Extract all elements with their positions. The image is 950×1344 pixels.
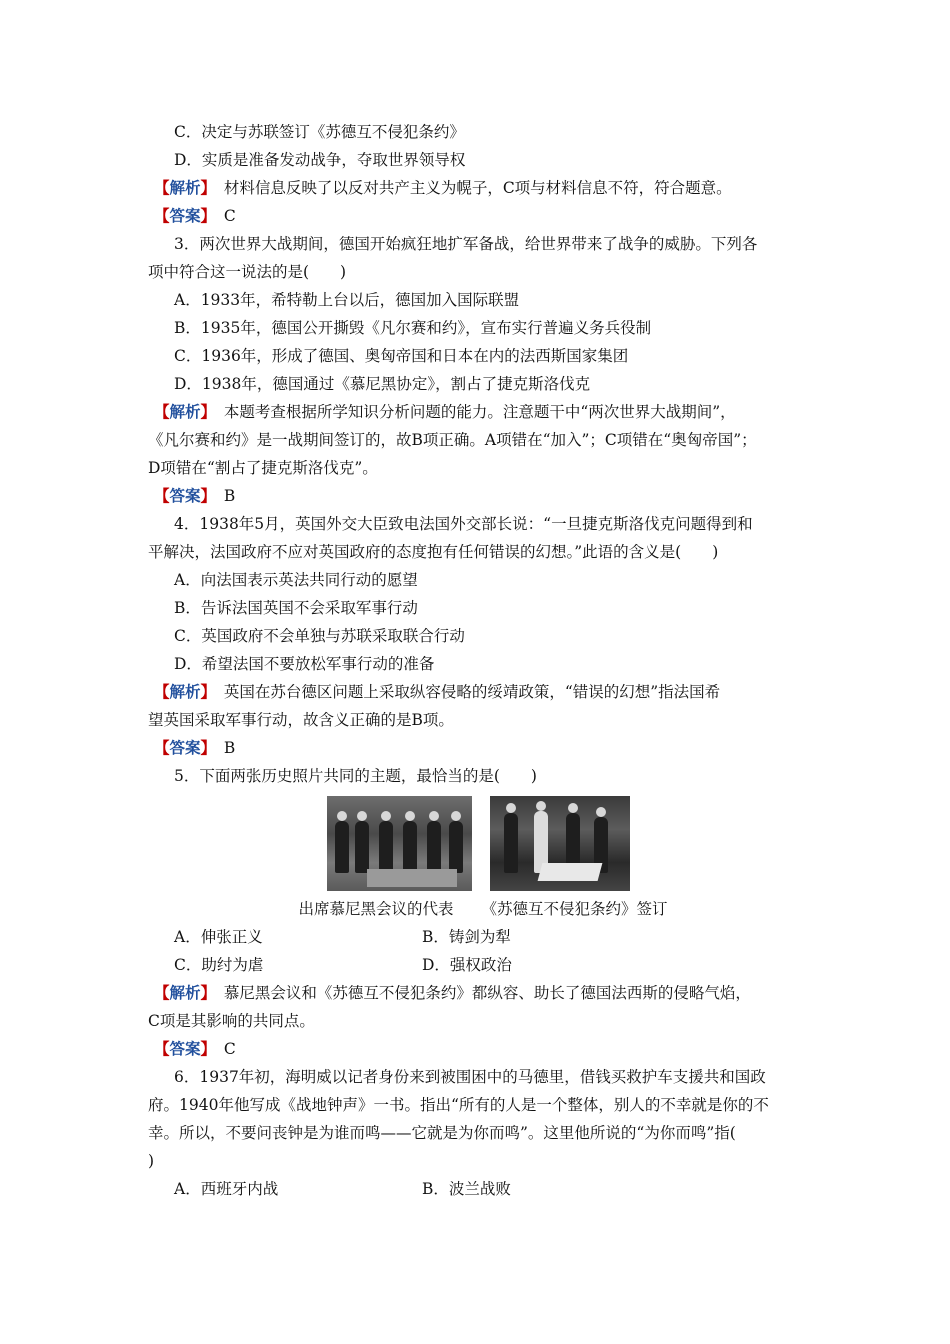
q6-stem-line4: ) bbox=[148, 1152, 155, 1170]
q2-option-c: C．决定与苏联签订《苏德互不侵犯条约》 bbox=[174, 123, 465, 141]
answer-tag: 【答案】 bbox=[154, 738, 209, 757]
q2-answer: 【答案】 C bbox=[154, 206, 236, 225]
caption-munich: 出席慕尼黑会议的代表 bbox=[298, 900, 454, 918]
q4-analysis-line2: 望英国采取军事行动，故含义正确的是B项。 bbox=[148, 711, 454, 729]
caption-pact: 《苏德互不侵犯条约》签订 bbox=[481, 900, 668, 918]
analysis-tag: 【解析】 bbox=[154, 983, 209, 1002]
q4-option-c: C．英国政府不会单独与苏联采取联合行动 bbox=[174, 627, 465, 645]
q5-analysis-line2: C项是其影响的共同点。 bbox=[148, 1012, 315, 1030]
analysis-tag: 【解析】 bbox=[154, 178, 209, 197]
q4-analysis-line1: 【解析】 英国在苏台德区问题上采取纵容侵略的绥靖政策，“错误的幻想”指法国希 bbox=[154, 682, 721, 701]
q5-options-row2 bbox=[148, 951, 808, 979]
answer-tag: 【答案】 bbox=[154, 1039, 209, 1058]
analysis-tag: 【解析】 bbox=[154, 402, 209, 421]
q5-answer: 【答案】 C bbox=[154, 1039, 236, 1058]
q5-option-a: A．伸张正义 bbox=[174, 928, 263, 946]
q4-stem-line1: 4．1938年5月，英国外交大臣致电法国外交部长说：“一旦捷克斯洛伐克问题得到和 bbox=[174, 515, 753, 533]
q3-answer: 【答案】 B bbox=[154, 486, 236, 505]
analysis-tag: 【解析】 bbox=[154, 682, 209, 701]
pact-signing-photo bbox=[490, 796, 630, 891]
q3-analysis-line1: 【解析】 本题考查根据所学知识分析问题的能力。注意题干中“两次世界大战期间”， bbox=[154, 402, 736, 421]
q3-option-d: D．1938年，德国通过《慕尼黑协定》，割占了捷克斯洛伐克 bbox=[174, 375, 591, 393]
q3-option-a: A．1933年，希特勒上台以后，德国加入国际联盟 bbox=[174, 291, 520, 309]
q6-stem-line3: 幸。所以，不要问丧钟是为谁而鸣——它就是为你而鸣”。这里他所说的“为你而鸣”指( bbox=[148, 1124, 736, 1142]
q3-option-b: B．1935年，德国公开撕毁《凡尔赛和约》，宣布实行普遍义务兵役制 bbox=[174, 319, 652, 337]
q5-option-d: D．强权政治 bbox=[422, 956, 512, 974]
q5-photo-captions bbox=[148, 895, 808, 923]
q2-analysis: 【解析】 材料信息反映了以反对共产主义为幌子，C项与材料信息不符，符合题意。 bbox=[154, 178, 732, 197]
q4-option-b: B．告诉法国英国不会采取军事行动 bbox=[174, 599, 418, 617]
document-content bbox=[148, 118, 808, 1203]
answer-tag: 【答案】 bbox=[154, 206, 209, 225]
q4-option-a: A．向法国表示英法共同行动的愿望 bbox=[174, 571, 418, 589]
munich-conference-photo bbox=[327, 796, 472, 891]
answer-tag: 【答案】 bbox=[154, 486, 209, 505]
q6-options-row1 bbox=[148, 1175, 808, 1203]
q4-stem-line2: 平解决，法国政府不应对英国政府的态度抱有任何错误的幻想。”此语的含义是( ) bbox=[148, 543, 719, 561]
q6-option-a: A．西班牙内战 bbox=[174, 1180, 279, 1198]
q5-analysis-line1: 【解析】 慕尼黑会议和《苏德互不侵犯条约》都纵容、助长了德国法西斯的侵略气焰， bbox=[154, 983, 751, 1002]
q5-options-row1 bbox=[148, 923, 808, 951]
q3-analysis-line3: D项错在“割占了捷克斯洛伐克”。 bbox=[148, 459, 378, 477]
q5-option-b: B．铸剑为犁 bbox=[422, 928, 511, 946]
q2-option-d: D．实质是准备发动战争，夺取世界领导权 bbox=[174, 151, 466, 169]
q5-stem: 5．下面两张历史照片共同的主题，最恰当的是( ) bbox=[174, 767, 537, 785]
q6-stem-line1: 6．1937年初，海明威以记者身份来到被围困中的马德里，借钱买救护车支援共和国政 bbox=[174, 1068, 766, 1086]
q3-analysis-line2: 《凡尔赛和约》是一战期间签订的，故B项正确。A项错在“加入”；C项错在“奥匈帝国”； bbox=[148, 431, 757, 449]
q3-option-c: C．1936年，形成了德国、奥匈帝国和日本在内的法西斯国家集团 bbox=[174, 347, 629, 365]
q4-answer: 【答案】 B bbox=[154, 738, 236, 757]
q3-stem-line2: 项中符合这一说法的是( ) bbox=[148, 263, 347, 281]
q6-stem-line2: 府。1940年他写成《战地钟声》一书。指出“所有的人是一个整体，别人的不幸就是你的不 bbox=[148, 1096, 769, 1114]
q3-stem-line1: 3．两次世界大战期间，德国开始疯狂地扩军备战，给世界带来了战争的威胁。下列各 bbox=[174, 235, 758, 253]
q5-photos bbox=[148, 796, 808, 891]
q6-option-b: B．波兰战败 bbox=[422, 1180, 511, 1198]
q5-option-c: C．助纣为虐 bbox=[174, 956, 264, 974]
q4-option-d: D．希望法国不要放松军事行动的准备 bbox=[174, 655, 435, 673]
